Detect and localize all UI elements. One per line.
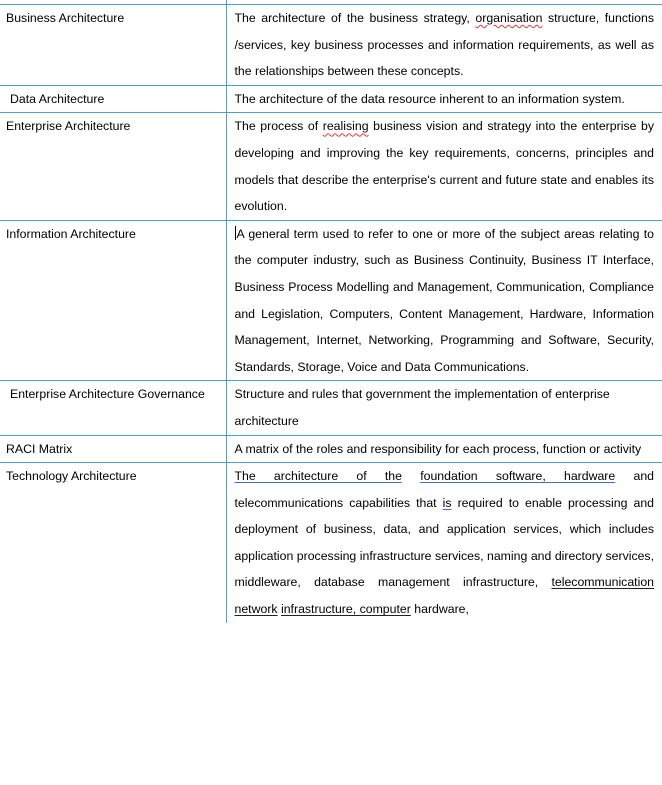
term-cell: [0, 435, 226, 463]
term-cell: [0, 463, 226, 623]
definition-cell: [226, 463, 662, 623]
table-row: [0, 113, 662, 220]
term-label: Data Architecture: [10, 91, 105, 106]
table-row: [0, 5, 662, 86]
definition-text: The architecture of the data resource inherent to an information system.: [234, 91, 625, 106]
definition-text: Structure and rules that government the implementation of enterprise architecture: [234, 387, 610, 428]
term-label: Business Architecture: [6, 11, 125, 25]
text-cursor: [235, 226, 236, 240]
term-label: Enterprise Architecture Governance: [10, 387, 205, 402]
definition-cell: [226, 381, 662, 435]
definition-cell: [226, 5, 662, 86]
term-cell: [0, 85, 226, 113]
term-label: Information Architecture: [6, 226, 136, 241]
grammar-error-phrase-2: foundation software, hardware: [420, 469, 616, 484]
grammar-error-is: is: [442, 495, 452, 510]
term-cell: [0, 381, 226, 435]
definition-text: The process of realising business vision and strategy into the enterprise by developing and improving the key requirements, concerns, principles and models that describe the enterprise's current and future state and enables its evolution.: [234, 119, 654, 214]
definition-cell: [226, 113, 662, 220]
term-label: Enterprise Architecture: [6, 119, 131, 134]
definition-text: A general term used to refer to one or more of the subject areas relating to the computer industry, such as Business Continuity, Business IT Interface, Business Process Modelling and Management, Communication, Compliance and Legislation, Computers, Content Management, Hardware, Information Management, Internet, Networking, Programming and Software, Security, Standards, Storage, Voice and Data Communications.: [234, 226, 654, 374]
table-row: [0, 435, 662, 463]
underlined-phrase-telecommunication-network: telecommunication network: [234, 575, 654, 617]
table-row: [0, 220, 662, 381]
definition-cell: [226, 435, 662, 463]
underlined-phrase-infrastructure-computer: infrastructure, computer: [280, 602, 411, 617]
definition-text: A matrix of the roles and responsibility for each process, function or activity: [234, 441, 642, 456]
term-label: RACI Matrix: [6, 441, 73, 456]
table-row: [0, 381, 662, 435]
table-row: [0, 463, 662, 623]
definition-cell: [226, 220, 662, 381]
term-cell: [0, 220, 226, 381]
table-row: [0, 85, 662, 113]
term-label: Technology Architecture: [6, 469, 137, 484]
grammar-error-phrase-1: The architecture of the: [234, 469, 402, 484]
definition-cell: [226, 85, 662, 113]
definition-text: The architecture of the business strategy, organisation structure, functions /services, key business processes and information requirements, as well as the relationships between these concepts.: [234, 11, 654, 79]
spelling-error-organisation: organisation: [475, 11, 543, 25]
definition-text: The architecture of the foundation software, hardware and telecommunications capabilities that is required to enable processing and deployment of business, data, and application services, which includes application processing infrastructure services, naming and directory services, middleware, database management infrastructure, telecommunication network infrastructure, computer hardware,: [234, 469, 654, 617]
term-cell: [0, 113, 226, 220]
term-cell: [0, 5, 226, 86]
spelling-error-realising: realising: [322, 119, 369, 134]
